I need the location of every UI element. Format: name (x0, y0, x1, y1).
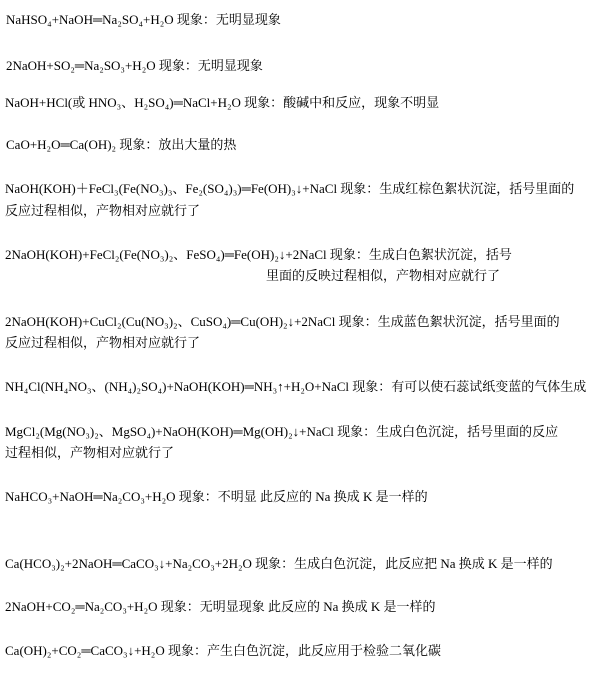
reaction-line-4: CaO+H₂O═Ca(OH)₂ 现象：放出大量的热 (6, 137, 237, 152)
reaction-line-13: Ca(OH)₂+CO₂═CaCO₃↓+H₂O 现象：产生白色沉淀，此反应用于检验二氧化碳 (5, 643, 441, 658)
reaction-line-6: 2NaOH(KOH)+FeCl₂(Fe(NO₃)₂、FeSO₄)═Fe(OH)₂↓+2NaCl 现象：生成白色絮状沉淀，括号 (5, 247, 512, 262)
reaction-line-7-cont: 反应过程相似，产物相对应就行了 (5, 335, 201, 350)
reaction-line-5: NaOH(KOH)＋FeCl₃(Fe(NO₃)₃、Fe₂(SO₄)₃)═Fe(OH)₃↓+NaCl 现象：生成红棕色絮状沉淀，括号里面的 (5, 181, 575, 196)
reaction-line-11: Ca(HCO₃)₂+2NaOH═CaCO₃↓+Na₂CO₃+2H₂O 现象：生成白色沉淀，此反应把 Na 换成 K 是一样的 (5, 556, 553, 571)
reaction-line-6-cont: 里面的反映过程相似，产物相对应就行了 (266, 268, 501, 283)
reaction-line-9-cont: 过程相似，产物相对应就行了 (5, 445, 175, 460)
reaction-line-8: NH₄Cl(NH₄NO₃、(NH₄)₂SO₄)+NaOH(KOH)═NH₃↑+H₂O+NaCl 现象：有可以使石蕊试纸变蓝的气体生成 (5, 379, 587, 394)
reaction-line-5-cont: 反应过程相似，产物相对应就行了 (5, 203, 201, 218)
reaction-line-2: 2NaOH+SO₂═Na₂SO₃+H₂O 现象：无明显现象 (6, 58, 263, 73)
reaction-line-12: 2NaOH+CO₂═Na₂CO₃+H₂O 现象：无明显现象 此反应的 Na 换成 K 是一样的 (5, 599, 436, 614)
reaction-line-3: NaOH+HCl(或 HNO₃、H₂SO₄)═NaCl+H₂O 现象：酸碱中和反应，现象不明显 (5, 95, 440, 110)
reaction-line-9: MgCl₂(Mg(NO₃)₂、MgSO₄)+NaOH(KOH)═Mg(OH)₂↓+NaCl 现象：生成白色沉淀，括号里面的反应 (5, 424, 559, 439)
reaction-line-10: NaHCO₃+NaOH═Na₂CO₃+H₂O 现象：不明显 此反应的 Na 换成 K 是一样的 (5, 489, 428, 504)
reaction-line-1: NaHSO₄+NaOH═Na₂SO₄+H₂O 现象：无明显现象 (6, 12, 281, 27)
reaction-line-7: 2NaOH(KOH)+CuCl₂(Cu(NO₃)₂、CuSO₄)═Cu(OH)₂↓+2NaCl 现象：生成蓝色絮状沉淀，括号里面的 (5, 314, 560, 329)
